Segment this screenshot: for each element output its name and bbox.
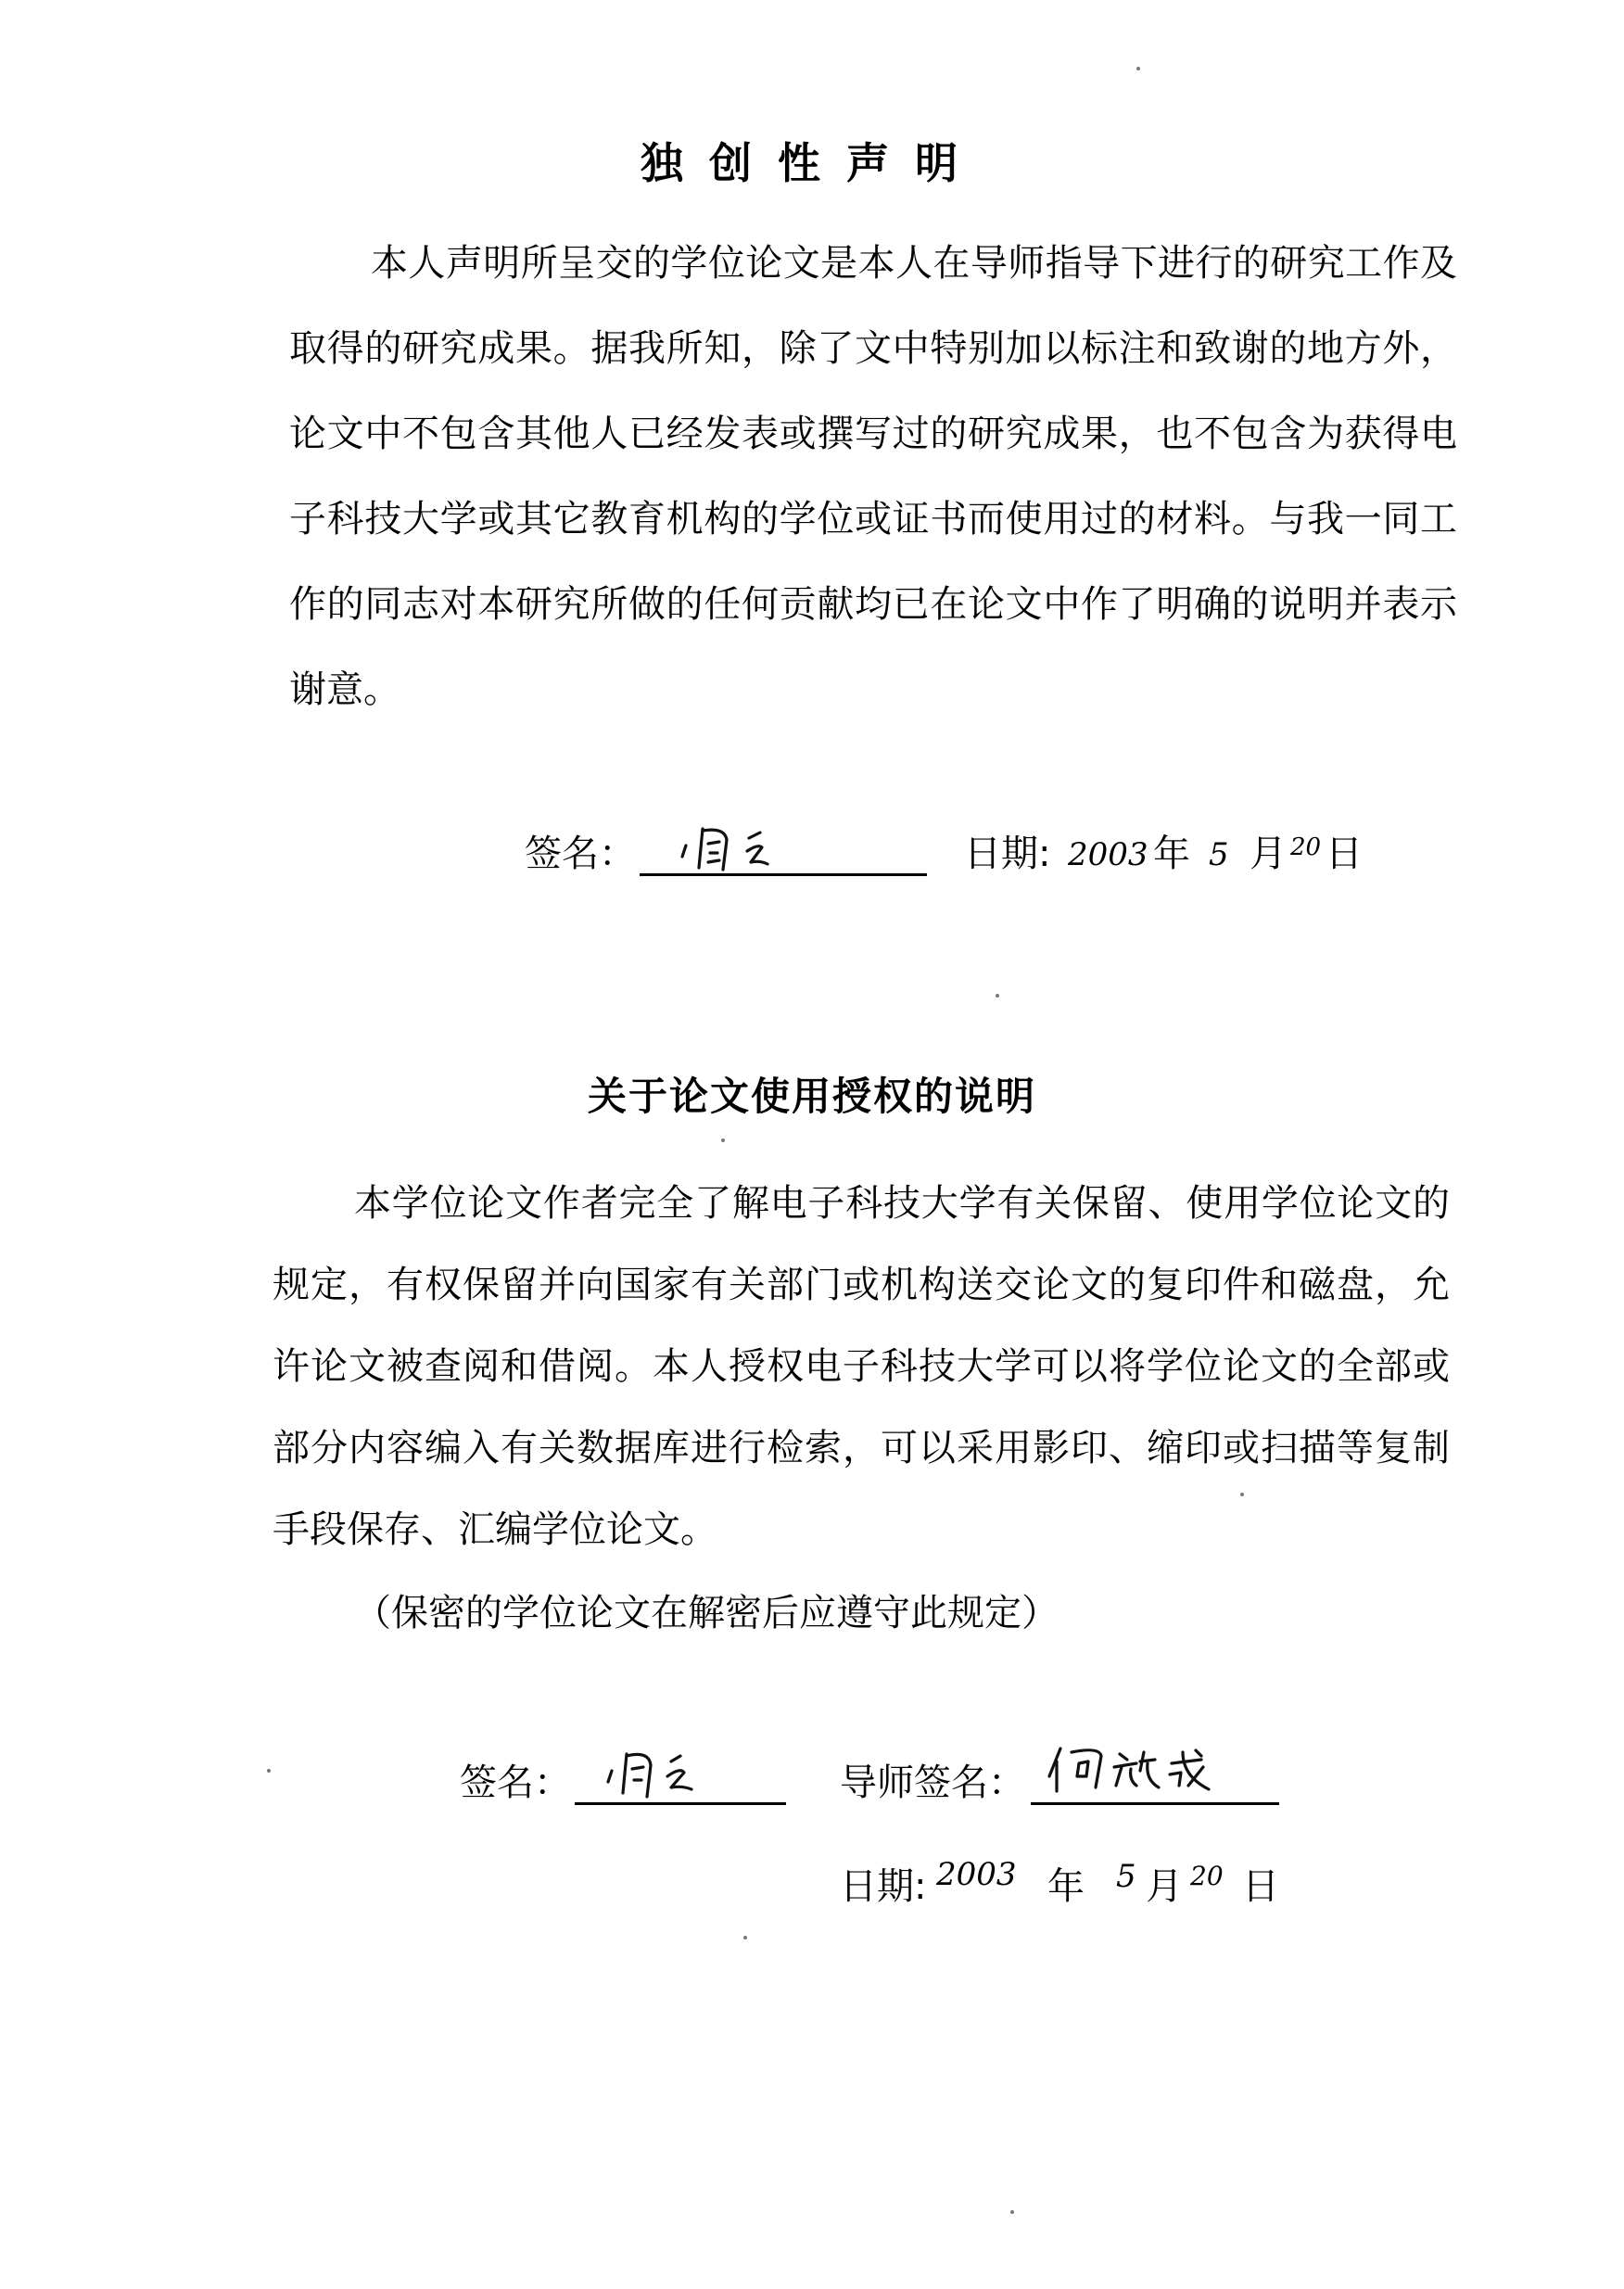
- declaration-signature-label: 签名：: [525, 833, 636, 875]
- authorization-day-char: 日: [1242, 1865, 1279, 1908]
- declaration-title: 独创性声明: [641, 138, 983, 188]
- scan-speck: [1240, 1493, 1244, 1496]
- declaration-day-char: 日: [1326, 833, 1363, 875]
- authorization-date-year: 2003: [936, 1856, 1017, 1893]
- scan-speck: [1136, 67, 1140, 70]
- advisor-signature-label: 导师签名：: [840, 1761, 1025, 1804]
- declaration-date-month: 5: [1209, 836, 1229, 873]
- authorization-date-month: 5: [1116, 1858, 1136, 1895]
- scan-speck: [1010, 2210, 1014, 2214]
- authorization-month-char: 月: [1146, 1865, 1183, 1908]
- confidentiality-note: （保密的学位论文在解密后应遵守此规定）: [354, 1592, 1059, 1634]
- declaration-date-label: 日期:: [964, 833, 1051, 875]
- authorization-handwritten-signature: [603, 1743, 723, 1804]
- authorization-body: 本学位论文作者完全了解电子科技大学有关保留、使用学位论文的规定，有权保留并向国家有关部门或机构送交论文的复印件和磁盘，允许论文被查阅和借阅。本人授权电子科技大学可以将学位论文的全部或部分内容编入有关数据库进行检索，可以采用影印、缩印或扫描等复制手段保存、汇编学位论文。: [273, 1182, 1450, 1551]
- scan-speck: [996, 994, 999, 998]
- advisor-handwritten-signature: [1044, 1739, 1238, 1802]
- scan-speck: [743, 1936, 747, 1939]
- declaration-date-year: 2003: [1068, 836, 1148, 873]
- declaration-handwritten-signature: [677, 820, 816, 879]
- authorization-date-day: 20: [1190, 1861, 1224, 1891]
- advisor-signature-line: [1031, 1802, 1279, 1805]
- scan-speck: [721, 1138, 725, 1142]
- authorization-year-char: 年: [1047, 1865, 1085, 1908]
- declaration-month-char: 月: [1250, 833, 1287, 875]
- declaration-year-char: 年: [1153, 833, 1190, 875]
- declaration-date-day: 20: [1290, 833, 1322, 861]
- authorization-date-label: 日期:: [840, 1865, 927, 1908]
- authorization-signature-label: 签名：: [460, 1761, 571, 1804]
- declaration-body: 本人声明所呈交的学位论文是本人在导师指导下进行的研究工作及取得的研究成果。据我所知，除了文中特别加以标注和致谢的地方外，论文中不包含其他人已经发表或撰写过的研究成果，也不包含为获得电子科技大学或其它教育机构的学位或证书而使用过的材料。与我一同工作的同志对本研究所做的任何贡献均已在论文中作了明确的说明并表示谢意。: [289, 242, 1457, 711]
- authorization-title: 关于论文使用授权的说明: [587, 1074, 1036, 1119]
- scan-speck: [267, 1769, 271, 1773]
